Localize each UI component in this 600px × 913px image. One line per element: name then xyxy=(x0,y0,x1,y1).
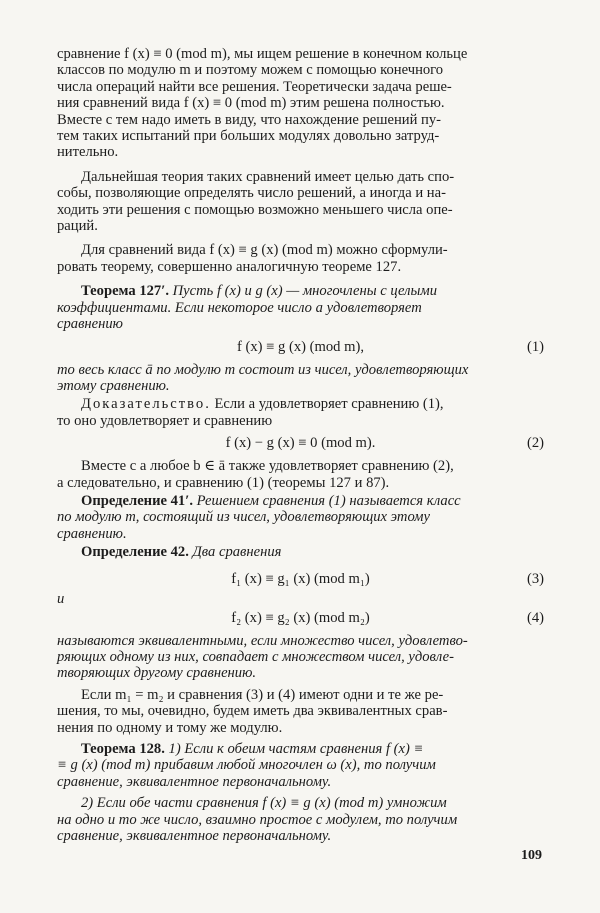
theorem-127-conclusion: то весь класс ā по модулю m состоит из чисел, удовлетворяющих этому сравнению. xyxy=(57,361,469,394)
theorem-128-label: Теорема 128. xyxy=(81,741,165,757)
paragraph-formulate: Для сравнений вида f (x) ≡ g (x) (mod m) можно сформули- ровать теорему, совершенно аналогичную теореме 127. xyxy=(57,242,448,275)
equation-1: f (x) ≡ g (x) (mod m), (1) xyxy=(237,338,544,355)
definition-42-conclusion: называются эквивалентными, если множество чисел, удовлетво- ряющих одному из них, совпадает с множеством чисел, удовле- творяющих другому сравнению. xyxy=(57,632,468,682)
equation-3-number: (3) xyxy=(526,570,544,587)
definition-41: Определение 41′. Решением сравнения (1) называется класс по модулю m, состоящий из чисел, удовлетворяющих этому сравнению. xyxy=(57,492,461,542)
equation-1-number: (1) xyxy=(526,338,544,355)
definition-42-label: Определение 42. xyxy=(81,544,189,561)
theorem-128-part-2: 2) Если обе части сравнения f (x) ≡ g (x) (mod m) умножим на одно и то же число, взаимно простое с модулем, то получим сравнение, эквивалентное первоначальному. xyxy=(57,795,458,845)
conjunction-and: и xyxy=(57,590,65,607)
equation-2: f (x) − g (x) ≡ 0 (mod m). (2) xyxy=(225,435,544,452)
page-number: 109 xyxy=(521,848,542,863)
paragraph-further-theory: Дальнейшая теория таких сравнений имеет целью дать спо- собы, позволяющие определять число решений, а иногда и на- ходить эти решения с помощью возможно меньшего числа опе- раций. xyxy=(57,168,455,235)
proof-continuation: Вместе с a любое b ∈ ā также удовлетворяет сравнению (2), а следовательно, и сравнению (1) (теоремы 127 и 87). xyxy=(57,458,454,491)
equation-2-number: (2) xyxy=(526,435,544,452)
theorem-127-label: Теорема 127′. xyxy=(81,283,169,300)
definition-42: Определение 42. Два сравнения xyxy=(57,544,544,560)
equation-4-number: (4) xyxy=(526,609,544,626)
equation-3: f₁ (x) ≡ g₁ (x) (mod m₁) (3) xyxy=(231,570,544,587)
definition-41-label: Определение 41′. xyxy=(81,492,193,509)
equation-4: f₂ (x) ≡ g₂ (x) (mod m₂) (4) xyxy=(231,609,544,626)
theorem-128: Теорема 128. 1) Если к обеим частям сравнения f (x) ≡ ≡ g (x) (mod m) прибавим любой многочлен ω (x), то получим сравнение, эквивалентное первоначальному. xyxy=(57,741,436,790)
proof: Доказательство. Если a удовлетворяет сравнению (1), то оно удовлетворяет и сравнению xyxy=(57,396,444,429)
proof-label: Доказательство. xyxy=(81,396,211,413)
paragraph-equal-moduli: Если m₁ = m₂ и сравнения (3) и (4) имеют одни и те же ре- шения, то мы, очевидно, будем иметь два эквивалентных срав- нения по одному и тому же модулю. xyxy=(57,686,448,736)
paragraph-intro: сравнение f (x) ≡ 0 (mod m), мы ищем решение в конечном кольце классов по модулю m и поэтому можем с помощью конечного числа операций найти все решения. Теоретически задача реше- ния сравнений вида f (x) ≡ 0 (mod m) этим решена полностью. Вместе с тем надо иметь в виду, что нахождение решений пу- тем таких испытаний при больших модулях довольно затруд- нительно. xyxy=(57,46,468,161)
theorem-127: Теорема 127′. Пусть f (x) и g (x) — многочлены с целыми коэффициентами. Если некоторое число a удовлетворяет сравнению xyxy=(57,283,438,333)
